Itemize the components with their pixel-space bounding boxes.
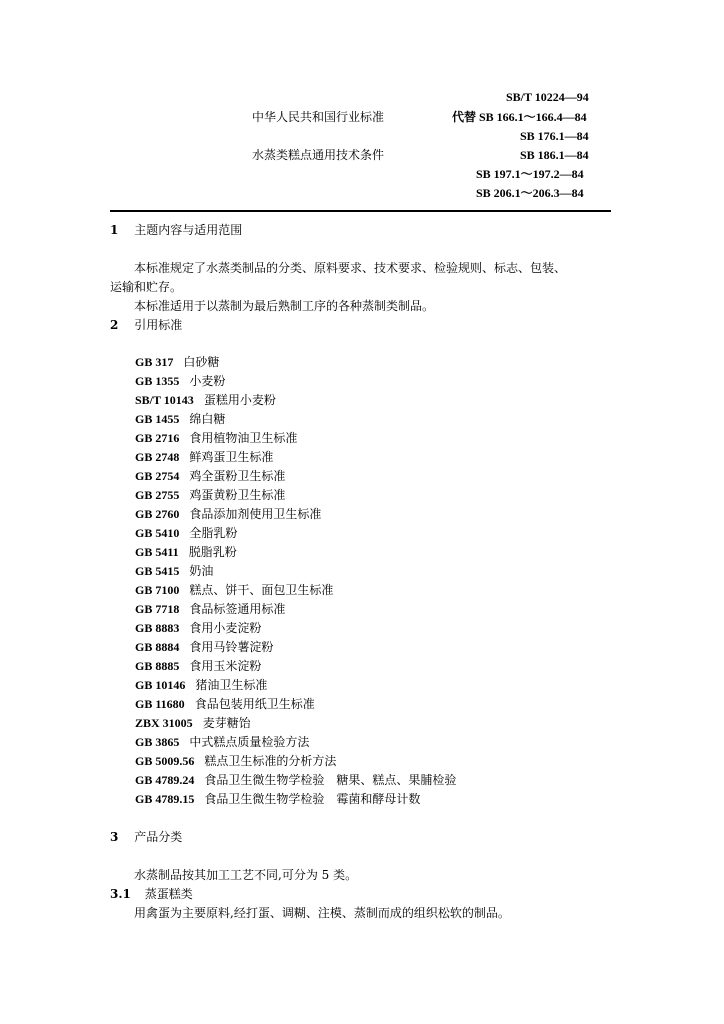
replaces-line-2: SB 176.1—84 — [520, 129, 589, 143]
subsection-3-1-text: 用禽蛋为主要原料,经打蛋、调糊、注模、蒸制而成的组织松软的制品。 — [134, 906, 510, 920]
reference-item: GB 317 白砂糖 — [135, 355, 220, 369]
reference-item: GB 2754 鸡全蛋粉卫生标准 — [135, 469, 286, 483]
section-3-number: 3 — [110, 830, 119, 844]
section-2-number: 2 — [110, 318, 119, 332]
subsection-3-1-heading — [110, 887, 193, 902]
section-1-number: 1 — [110, 223, 119, 237]
reference-item: GB 11680 食品包装用纸卫生标准 — [135, 697, 315, 711]
document-title: 水蒸类糕点通用技术条件 — [252, 148, 385, 162]
reference-item: GB 5411 脱脂乳粉 — [135, 545, 237, 559]
reference-item: ZBX 31005 麦芽糖饴 — [135, 716, 251, 730]
reference-item: SB/T 10143 蛋糕用小麦粉 — [135, 393, 276, 407]
section-3-intro: 水蒸制品按其加工工艺不同,可分为 5 类。 — [134, 868, 358, 882]
section-1-heading — [110, 223, 242, 238]
reference-item: GB 2748 鲜鸡蛋卫生标准 — [135, 450, 274, 464]
reference-item: GB 5415 奶油 — [135, 564, 214, 578]
reference-item: GB 8885 食用玉米淀粉 — [135, 659, 262, 673]
reference-item: GB 1355 小麦粉 — [135, 374, 226, 388]
reference-item: GB 2760 食品添加剂使用卫生标准 — [135, 507, 322, 521]
section-1-title: 主题内容与适用范围 — [134, 223, 243, 237]
section-3-heading — [110, 830, 182, 845]
reference-item: GB 8883 食用小麦淀粉 — [135, 621, 262, 635]
header-divider — [110, 210, 611, 212]
section-1-paragraph-1-line-1: 本标准规定了水蒸类制品的分类、原料要求、技术要求、检验规则、标志、包装、 — [134, 261, 567, 275]
section-1-paragraph-1-line-2: 运输和贮存。 — [110, 280, 183, 294]
reference-item: GB 2716 食用植物油卫生标准 — [135, 431, 298, 445]
reference-item: GB 5009.56 糕点卫生标准的分析方法 — [135, 754, 337, 768]
subsection-3-1-title: 蒸蛋糕类 — [144, 887, 193, 901]
reference-item: GB 4789.15 食品卫生微生物学检验 霉菌和酵母计数 — [135, 792, 421, 806]
section-3-title: 产品分类 — [134, 830, 183, 844]
reference-item: GB 8884 食用马铃薯淀粉 — [135, 640, 274, 654]
replaces-line-4: SB 197.1～197.2—84 — [476, 167, 584, 181]
reference-item: GB 7718 食品标签通用标准 — [135, 602, 286, 616]
subsection-3-1-number: 3.1 — [110, 887, 131, 901]
reference-item: GB 7100 糕点、饼干、面包卫生标准 — [135, 583, 334, 597]
reference-item: GB 3865 中式糕点质量检验方法 — [135, 735, 310, 749]
section-2-heading — [110, 318, 182, 333]
section-2-title: 引用标准 — [134, 318, 183, 332]
standard-number: SB/T 10224—94 — [506, 90, 589, 104]
reference-item: GB 1455 绵白糖 — [135, 412, 226, 426]
section-1-paragraph-2: 本标准适用于以蒸制为最后熟制工序的各种蒸制类制品。 — [134, 299, 435, 313]
reference-item: GB 10146 猪油卫生标准 — [135, 678, 268, 692]
reference-item: GB 5410 全脂乳粉 — [135, 526, 238, 540]
replaces-line-5: SB 206.1～206.3—84 — [476, 186, 584, 200]
standard-category: 中华人民共和国行业标准 — [252, 110, 385, 124]
replaces-line-3: SB 186.1—84 — [520, 148, 589, 162]
reference-item: GB 4789.24 食品卫生微生物学检验 糖果、糕点、果脯检验 — [135, 773, 457, 787]
reference-item: GB 2755 鸡蛋黄粉卫生标准 — [135, 488, 286, 502]
replaces-line-1: 代替 SB 166.1～166.4—84 — [452, 110, 587, 124]
